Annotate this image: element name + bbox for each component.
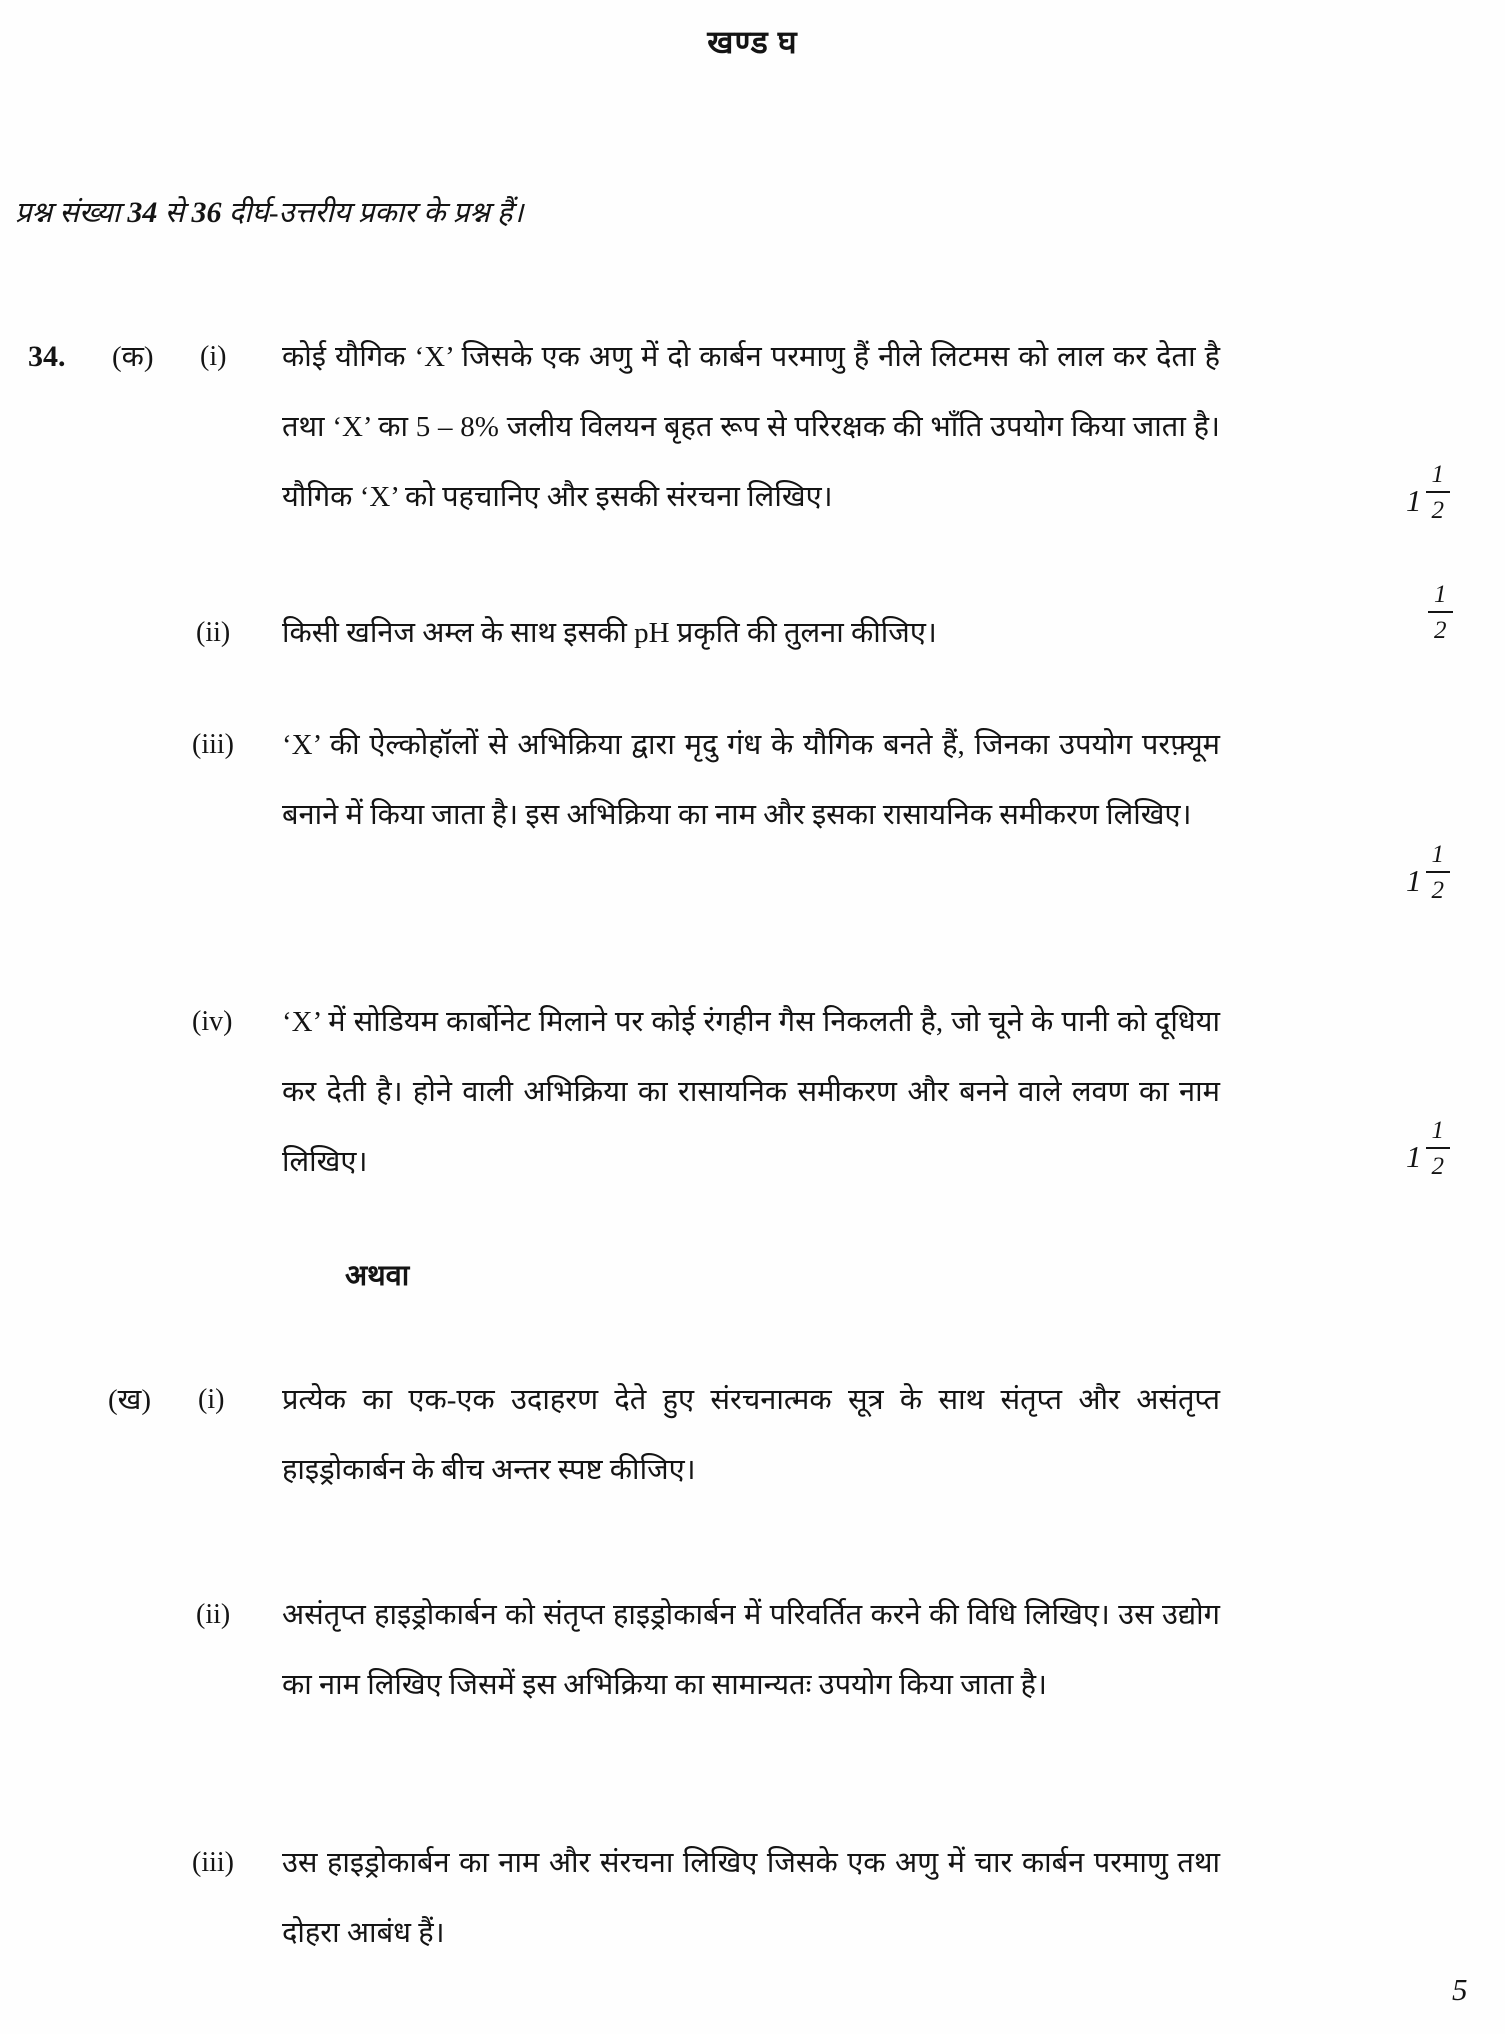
intro-part-1: प्रश्न संख्या <box>15 197 128 229</box>
part-a-label: (क) <box>112 341 154 373</box>
marks-whole: 1 <box>1406 863 1422 898</box>
page-number: 5 <box>1452 1972 1468 2007</box>
intro-number-end: 36 <box>191 196 222 229</box>
sub-question-label-a-i: (i) <box>200 341 227 372</box>
sub-question-text-a-i: कोई यौगिक ‘X’ जिसके एक अणु में दो कार्बन परमाणु हैं नीले लिटमस को लाल कर देता है तथा ‘X’ का 5 – 8% जलीय विलयन बृहत रूप से परिरक्षक की भाँति उपयोग किया जाता है। यौगिक ‘X’ को पहचानिए और इसकी संरचना लिखिए। <box>282 341 1220 513</box>
marks-fraction: $\frac{1}{2}$ <box>1426 842 1451 903</box>
sub-question-text-a-iv: ‘X’ में सोडियम कार्बोनेट मिलाने पर कोई रंगहीन गैस निकलती है, जो चूने के पानी को दूधिया कर देती है। होने वाली अभिक्रिया का रासायनिक समीकरण और बनने वाले लवण का नाम लिखिए। <box>282 1006 1220 1178</box>
marks-fraction: $\frac{1}{2}$ <box>1426 1118 1451 1179</box>
marks-fraction: $\frac{1}{2}$ <box>1426 462 1451 523</box>
intro-number-start: 34 <box>127 196 158 229</box>
question-number: 34. <box>28 340 66 373</box>
or-separator: अथवा <box>345 1260 410 1292</box>
marks-a-iv <box>1406 1118 1450 1179</box>
sub-question-text-b-ii: असंतृप्त हाइड्रोकार्बन को संतृप्त हाइड्रोकार्बन में परिवर्तित करने की विधि लिखिए। उस उद्योग का नाम लिखिए जिसमें इस अभिक्रिया का सामान्यतः उपयोग किया जाता है। <box>282 1599 1220 1701</box>
sub-question-text-a-iii: ‘X’ की ऐल्कोहॉलों से अभिक्रिया द्वारा मृदु गंध के यौगिक बनते हैं, जिनका उपयोग परफ़्यूम बनाने में किया जाता है। इस अभिक्रिया का नाम और इसका रासायनिक समीकरण लिखिए। <box>282 729 1220 831</box>
sub-question-label-a-iv: (iv) <box>192 1006 233 1037</box>
sub-question-label-b-i: (i) <box>198 1384 225 1415</box>
sub-question-label-a-iii: (iii) <box>192 729 234 760</box>
sub-question-text-a-ii: किसी खनिज अम्ल के साथ इसकी pH प्रकृति की तुलना कीजिए। <box>282 617 937 649</box>
sub-question-label-a-ii: (ii) <box>196 617 231 648</box>
intro-part-3: दीर्घ-उत्तरीय प्रकार के प्रश्न हैं। <box>221 197 524 229</box>
part-b-label: (ख) <box>108 1384 152 1416</box>
marks-fraction: $\frac{1}{2}$ <box>1428 582 1453 643</box>
marks-a-iii <box>1406 842 1450 903</box>
section-title: खण्ड घ <box>707 24 798 60</box>
sub-question-text-b-iii: उस हाइड्रोकार्बन का नाम और संरचना लिखिए जिसके एक अणु में चार कार्बन परमाणु तथा दोहरा आबंध हैं। <box>282 1847 1220 1949</box>
sub-question-text-b-i: प्रत्येक का एक-एक उदाहरण देते हुए संरचनात्मक सूत्र के साथ संतृप्त और असंतृप्त हाइड्रोकार्बन के बीच अन्तर स्पष्ट कीजिए। <box>282 1384 1220 1486</box>
marks-whole: 1 <box>1406 483 1422 518</box>
marks-whole: 1 <box>1406 1139 1422 1174</box>
marks-a-i <box>1406 462 1450 523</box>
sub-question-label-b-iii: (iii) <box>192 1847 234 1878</box>
marks-a-ii <box>1424 582 1453 643</box>
intro-instruction <box>15 182 523 244</box>
intro-part-2: से <box>157 197 192 229</box>
sub-question-label-b-ii: (ii) <box>196 1599 231 1630</box>
